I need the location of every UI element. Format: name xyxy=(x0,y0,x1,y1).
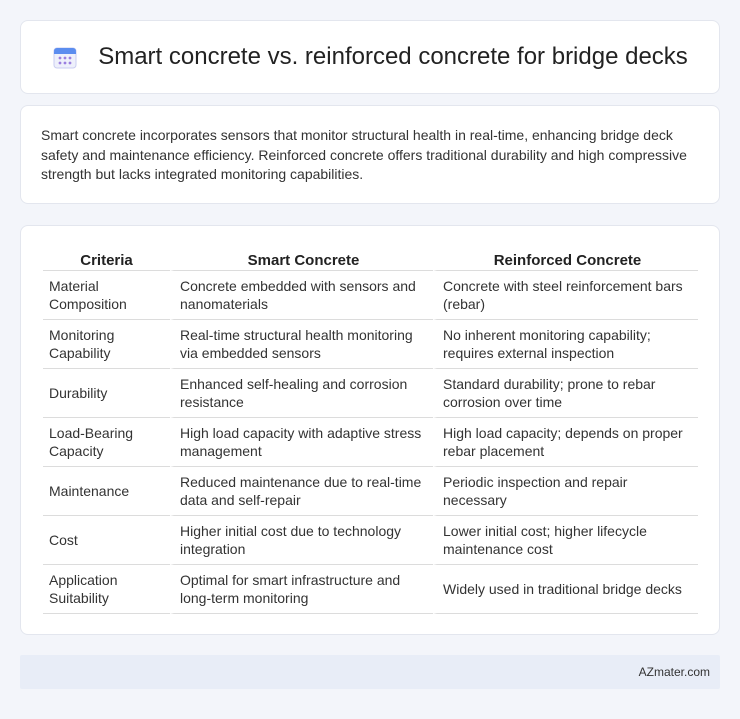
row-reinforced-value: Periodic inspection and repair necessary xyxy=(433,467,698,516)
title-card xyxy=(20,20,720,94)
calendar-icon xyxy=(52,44,78,70)
row-criteria: Application Suitability xyxy=(43,565,170,614)
table-row xyxy=(43,271,698,320)
row-smart-value: High load capacity with adaptive stress management xyxy=(170,418,433,467)
intro-text: Smart concrete incorporates sensors that monitor structural health in real-time, enhancing bridge deck safety and maintenance efficiency. Reinforced concrete offers traditional durability and high compressive strength but lacks integrated monitoring capabilities. xyxy=(41,127,687,182)
header-smart-concrete: Smart Concrete xyxy=(170,246,433,271)
row-reinforced-value: High load capacity; depends on proper rebar placement xyxy=(433,418,698,467)
row-reinforced-value: Standard durability; prone to rebar corrosion over time xyxy=(433,369,698,418)
row-reinforced-value: Widely used in traditional bridge decks xyxy=(433,565,698,614)
row-smart-value: Enhanced self-healing and corrosion resistance xyxy=(170,369,433,418)
row-reinforced-value: No inherent monitoring capability; requires external inspection xyxy=(433,320,698,369)
table-row xyxy=(43,565,698,614)
table-header-row xyxy=(43,246,698,271)
table-row xyxy=(43,369,698,418)
page-title: Smart concrete vs. reinforced concrete for bridge decks xyxy=(98,43,688,70)
row-reinforced-value: Concrete with steel reinforcement bars (rebar) xyxy=(433,271,698,320)
row-criteria: Durability xyxy=(43,369,170,418)
intro-card xyxy=(20,105,720,204)
row-smart-value: Real-time structural health monitoring via embedded sensors xyxy=(170,320,433,369)
table-row xyxy=(43,516,698,565)
row-smart-value: Higher initial cost due to technology integration xyxy=(170,516,433,565)
row-criteria: Cost xyxy=(43,516,170,565)
table-row xyxy=(43,467,698,516)
row-smart-value: Optimal for smart infrastructure and long-term monitoring xyxy=(170,565,433,614)
row-criteria: Material Composition xyxy=(43,271,170,320)
row-criteria: Monitoring Capability xyxy=(43,320,170,369)
header-reinforced-concrete: Reinforced Concrete xyxy=(433,246,698,271)
row-smart-value: Reduced maintenance due to real-time data and self-repair xyxy=(170,467,433,516)
table-row xyxy=(43,418,698,467)
comparison-table xyxy=(43,246,698,614)
footer-bar xyxy=(20,655,720,689)
comparison-card xyxy=(20,225,720,635)
header-criteria: Criteria xyxy=(43,246,170,271)
table-row xyxy=(43,320,698,369)
row-smart-value: Concrete embedded with sensors and nanomaterials xyxy=(170,271,433,320)
row-criteria: Maintenance xyxy=(43,467,170,516)
footer-brand: AZmater.com xyxy=(638,665,710,679)
row-criteria: Load-Bearing Capacity xyxy=(43,418,170,467)
row-reinforced-value: Lower initial cost; higher lifecycle maintenance cost xyxy=(433,516,698,565)
